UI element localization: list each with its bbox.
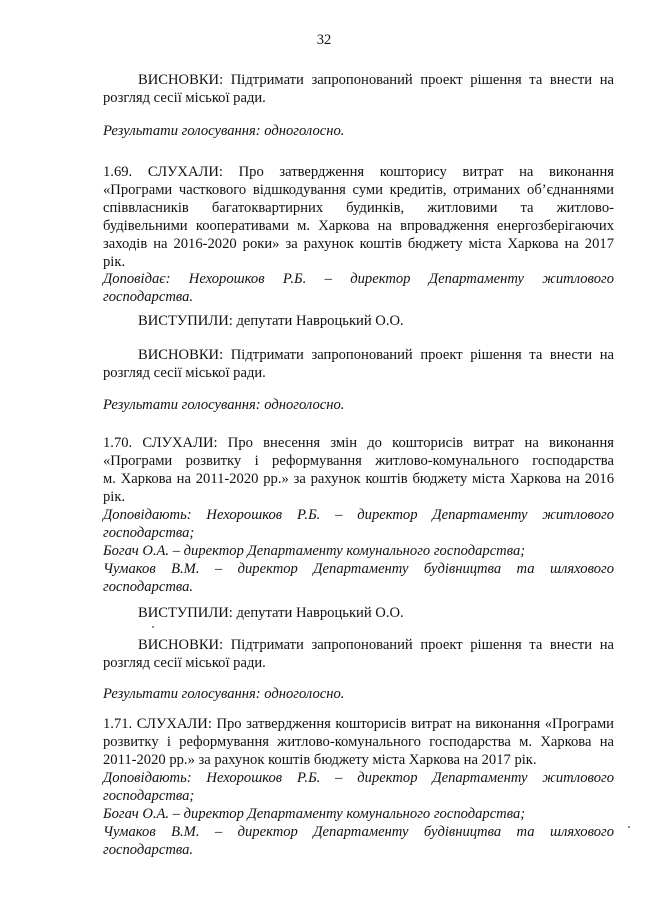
item-1-70-line: рік.: [103, 489, 126, 505]
item-1-70-line: «Програми розвитку і реформування житлово-комунального господарства: [103, 453, 614, 469]
scan-speck: [628, 826, 630, 828]
speaker-line: Богач О.А. – директор Департаменту комунального господарства;: [103, 806, 526, 822]
item-1-71-line: 2011-2020 рр.» за рахунок коштів бюджету міста Харкова на 2017 рік.: [103, 752, 537, 768]
item-1-70-line: м. Харкова на 2011-2020 рр.» за рахунок коштів бюджету міста Харкова на 2016: [103, 471, 614, 487]
speaker-line: господарства.: [103, 842, 194, 858]
speaker-line: Чумаков В.М. – директор Департаменту будівництва та шляхового: [103, 824, 614, 840]
voting-result: Результати голосування: одноголосно.: [103, 686, 345, 702]
speaker-line: Доповідають: Нехорошков Р.Б. – директор Департаменту житлового: [103, 770, 614, 786]
item-1-69-line: будівельними кооперативами м. Харкова на впровадження енергозберігаючих: [103, 218, 614, 234]
page-number: 32: [316, 32, 332, 48]
speaker-line: Чумаков В.М. – директор Департаменту будівництва та шляхового: [103, 561, 614, 577]
speaker-line: господарства;: [103, 525, 195, 541]
conclusion-line: ВИСНОВКИ: Підтримати запропонований проект рішення та внести на: [138, 347, 614, 363]
item-1-71-line: розвитку і реформування житлово-комунального господарства м. Харкова на: [103, 734, 614, 750]
speaker-line: господарства.: [103, 289, 194, 305]
speaker-line: Богач О.А. – директор Департаменту комунального господарства;: [103, 543, 526, 559]
conclusion-line: розгляд сесії міської ради.: [103, 90, 266, 106]
voting-result: Результати голосування: одноголосно.: [103, 123, 345, 139]
voting-result: Результати голосування: одноголосно.: [103, 397, 345, 413]
speaker-line: Доповідає: Нехорошков Р.Б. – директор Департаменту житлового: [103, 271, 614, 287]
item-1-69-line: заходів на 2016-2020 роки» за рахунок коштів бюджету міста Харкова на 2017: [103, 236, 614, 252]
scan-speck: [152, 626, 154, 628]
conclusion-line: розгляд сесії міської ради.: [103, 365, 266, 381]
conclusion-line: ВИСНОВКИ: Підтримати запропонований проект рішення та внести на: [138, 637, 614, 653]
speaker-line: Доповідають: Нехорошков Р.Б. – директор Департаменту житлового: [103, 507, 614, 523]
item-1-69-line: «Програми часткового відшкодування суми кредитів, отриманих об’єднаннями: [103, 182, 614, 198]
speaker-line: господарства;: [103, 788, 195, 804]
conclusion-line: ВИСНОВКИ: Підтримати запропонований проект рішення та внести на: [138, 72, 614, 88]
item-1-69-line: співвласників багатоквартирних будинків, житловими та житлово-: [103, 200, 614, 216]
speakers-line: ВИСТУПИЛИ: депутати Навроцький О.О.: [138, 605, 404, 621]
item-1-69-line: 1.69. СЛУХАЛИ: Про затвердження кошторису витрат на виконання: [103, 164, 614, 180]
speaker-line: господарства.: [103, 579, 194, 595]
item-1-71-line: 1.71. СЛУХАЛИ: Про затвердження кошторисів витрат на виконання «Програми: [103, 716, 614, 732]
item-1-69-line: рік.: [103, 254, 126, 270]
conclusion-line: розгляд сесії міської ради.: [103, 655, 266, 671]
item-1-70-line: 1.70. СЛУХАЛИ: Про внесення змін до кошторисів витрат на виконання: [103, 435, 614, 451]
speakers-line: ВИСТУПИЛИ: депутати Навроцький О.О.: [138, 313, 404, 329]
